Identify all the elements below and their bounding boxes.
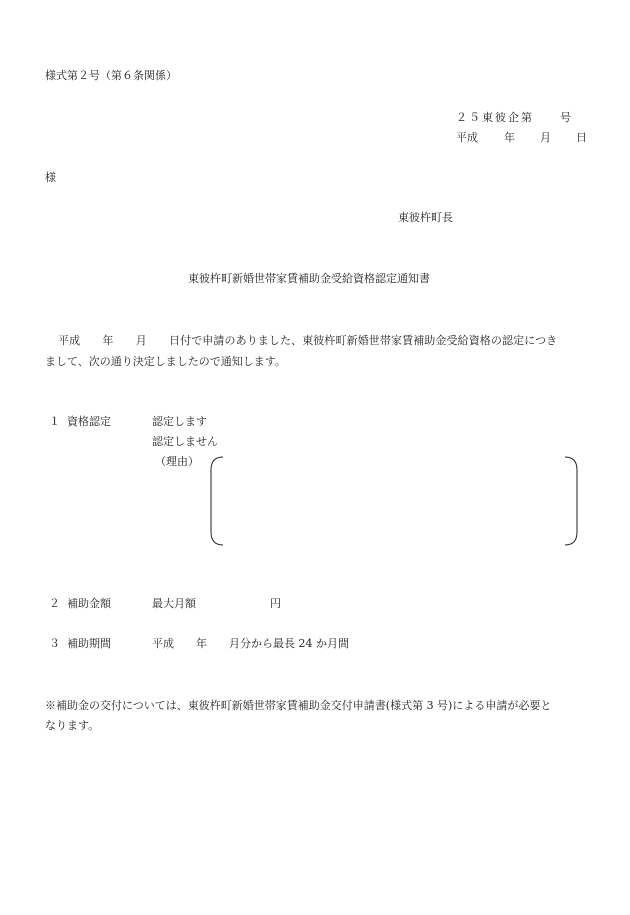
date-day-unit: 日 [576, 131, 587, 144]
date-month-unit: 月 [540, 131, 551, 144]
date-era: 平成 [456, 131, 478, 144]
addressee-suffix: 様 [45, 171, 56, 184]
item-number: １ [49, 415, 60, 428]
document-number: ２５東彼企第 号 [456, 111, 573, 124]
period-text: 平成 年 月分から最長 24 か月間 [152, 637, 349, 650]
currency-unit: 円 [270, 597, 281, 610]
date-year-unit: 年 [504, 131, 515, 144]
reason-bracket-left [209, 456, 225, 546]
option-approve: 認定します [152, 415, 207, 428]
reason-bracket-right [563, 456, 579, 546]
document-title: 東彼杵町新婚世帯家賃補助金受給資格認定通知書 [188, 272, 430, 285]
option-deny: 認定しません [152, 435, 218, 448]
body-line-2: まして、次の通り決定しましたので通知します。 [45, 355, 286, 368]
body-line-1: 平成 年 月 日付で申請のありました、東彼杵町新婚世帯家賃補助金受給資格の認定につき [58, 334, 558, 347]
note-line-1: ※補助金の交付については、東彼杵町新婚世帯家賃補助金交付申請書(様式第 3 号)による申請が必要と [45, 699, 552, 712]
item-number: ２ [49, 597, 60, 610]
item-label: 補助期間 [67, 637, 111, 650]
sender: 東彼杵町長 [398, 211, 453, 224]
reason-label: （理由） [155, 455, 199, 468]
item-label: 資格認定 [67, 415, 111, 428]
form-label: 様式第２号（第６条関係） [45, 69, 177, 82]
amount-label: 最大月額 [152, 597, 196, 610]
note-line-2: なります。 [45, 719, 100, 732]
item-number: ３ [49, 637, 60, 650]
item-label: 補助金額 [67, 597, 111, 610]
